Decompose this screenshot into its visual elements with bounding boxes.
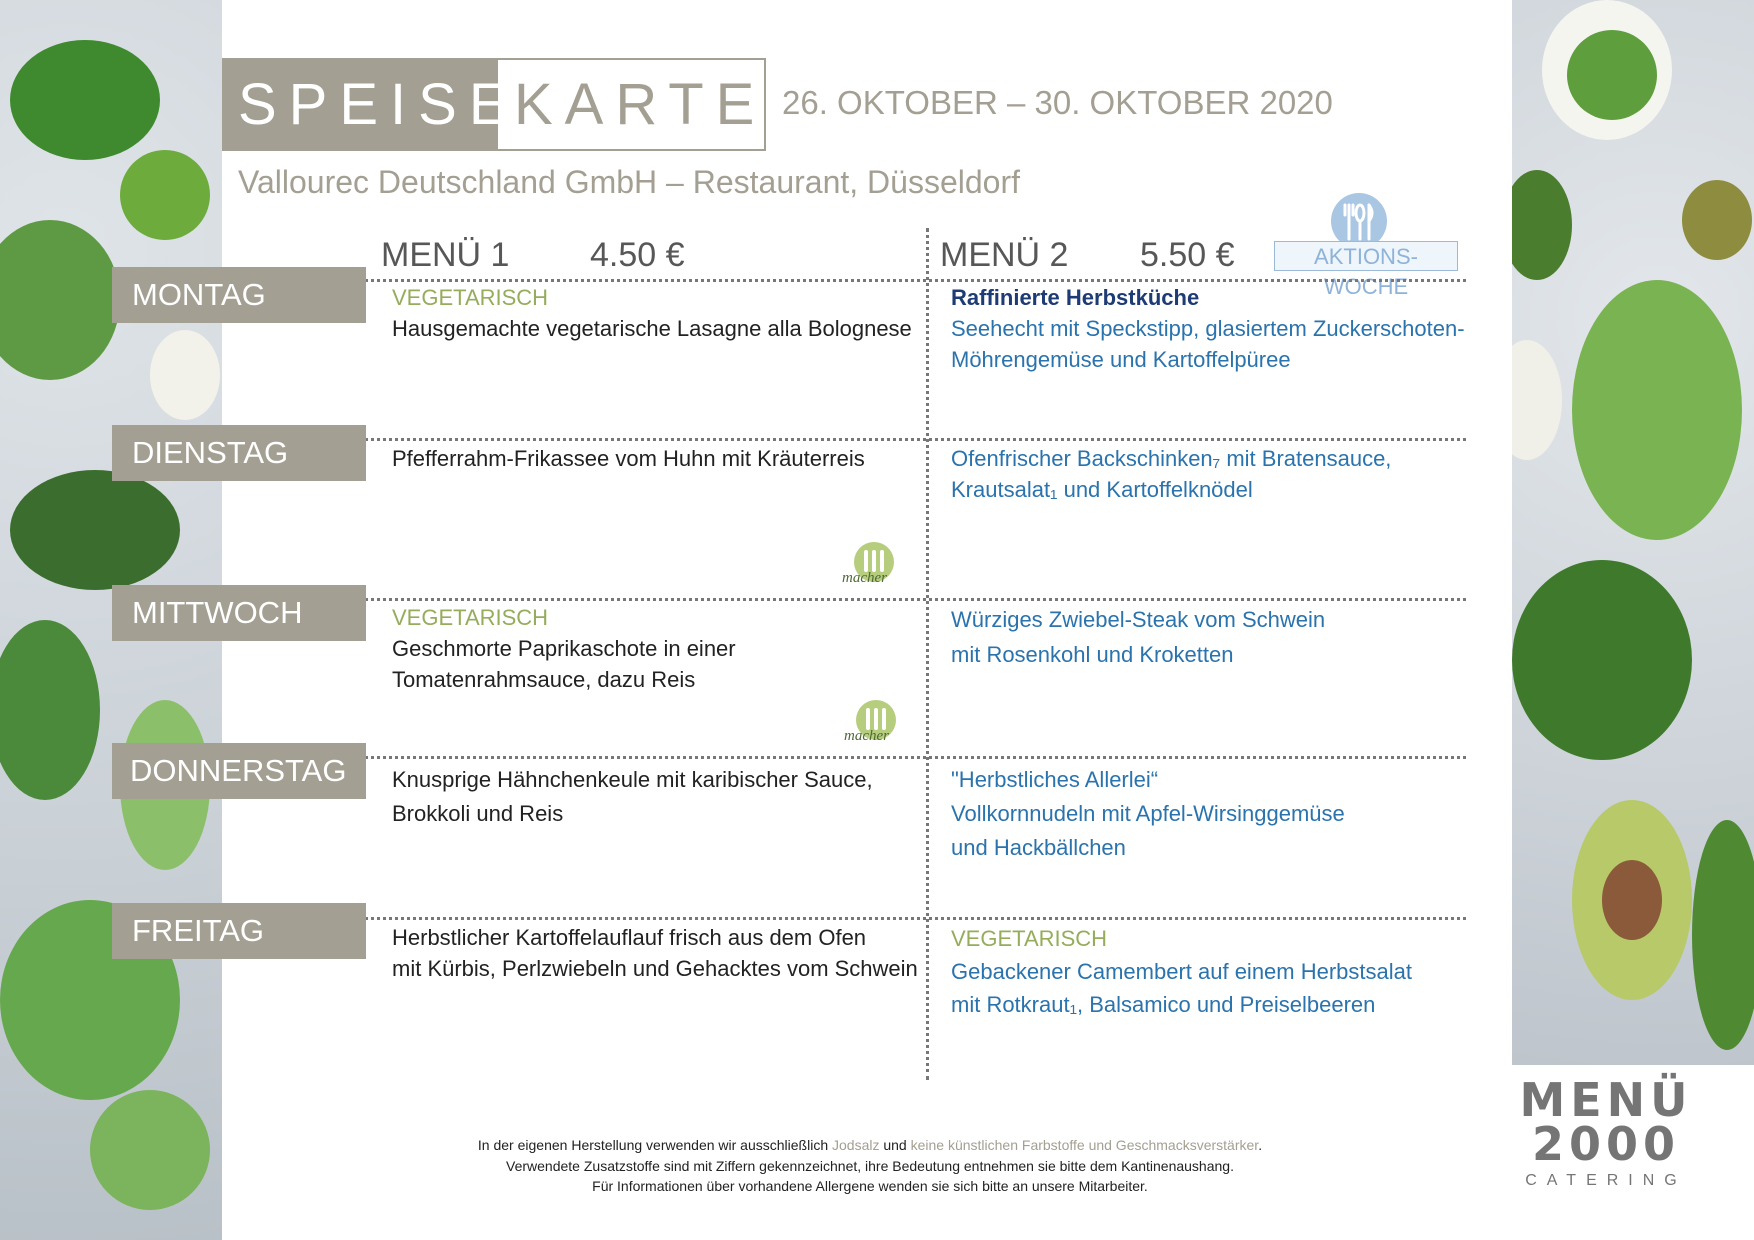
footer-text: In der eigenen Herstellung verwenden wir ausschließlich [477, 1137, 832, 1153]
row-divider [336, 438, 1466, 441]
menu1-price: 4.50 € [590, 236, 685, 274]
vegetable-photo-right [1512, 0, 1754, 1065]
dienstag-menu1 [392, 443, 865, 474]
title-box [222, 58, 766, 151]
day-label-freitag: FREITAG [112, 903, 366, 959]
menu2-header: MENÜ 2 [940, 236, 1069, 274]
vegetarian-tag: VEGETARISCH [392, 285, 549, 310]
mittwoch-menu1 [392, 602, 736, 695]
aktions-woche-badge: AKTIONS-WOCHE [1274, 241, 1458, 271]
dish-line: Krautsalat₁ und Kartoffelknödel [951, 477, 1253, 502]
freitag-menu1 [392, 922, 918, 984]
dish-line: Möhrengemüse und Kartoffelpüree [951, 347, 1291, 372]
dish-line: Gebackener Camembert auf einem Herbstsalat [951, 959, 1412, 984]
montag-menu2 [951, 282, 1465, 375]
day-label-mittwoch: MITTWOCH [112, 585, 366, 641]
day-label-donnerstag: DONNERSTAG [112, 743, 366, 799]
dish-line: "Herbstliches Allerlei“ [951, 767, 1159, 792]
subtitle: Vallourec Deutschland GmbH – Restaurant, Düsseldorf [238, 164, 1020, 200]
dienstag-menu2 [951, 443, 1391, 505]
brand-line3: CATERING [1525, 1172, 1687, 1189]
brand-line1: MENÜ [1519, 1073, 1693, 1127]
brand-line2: 2000 [1531, 1117, 1681, 1171]
special-highlight: Raffinierte Herbstküche [951, 285, 1200, 310]
dish-line: Geschmorte Paprikaschote in einer [392, 636, 736, 661]
dish-line: mit Kürbis, Perlzwiebeln und Gehacktes vom Schwein [392, 956, 918, 981]
dish-line: Pfefferrahm-Frikassee vom Huhn mit Kräuterreis [392, 446, 865, 471]
dish-line: Tomatenrahmsauce, dazu Reis [392, 667, 696, 692]
fitmacher-logo [838, 540, 904, 592]
vegetarian-tag: VEGETARISCH [951, 926, 1108, 951]
fitmacher-logo [840, 698, 906, 750]
menu2-price: 5.50 € [1140, 236, 1235, 274]
dish-line: Hausgemachte vegetarische Lasagne alla Bolognese [392, 316, 912, 341]
day-label-montag: MONTAG [112, 267, 366, 323]
title-karte: KARTE [514, 72, 767, 137]
footer-text: und [879, 1137, 911, 1153]
donnerstag-menu1 [392, 763, 873, 831]
row-divider [336, 917, 1466, 920]
footer-line2: Verwendete Zusatzstoffe sind mit Ziffern gekennzeichnet, ihre Bedeutung entnehmen sie bitte dem Kantinenaushang. [506, 1158, 1234, 1174]
dish-line: mit Rotkraut₁, Balsamico und Preiselbeeren [951, 992, 1376, 1017]
montag-menu1 [392, 282, 912, 344]
dish-line: Knusprige Hähnchenkeule mit karibischer Sauce, [392, 767, 873, 792]
footer-line3: Für Informationen über vorhandene Allergene wenden sie sich bitte an unsere Mitarbeiter. [592, 1178, 1148, 1194]
title-speise: SPEISE [224, 60, 498, 149]
row-divider [336, 756, 1466, 759]
dish-line: Ofenfrischer Backschinken₇ mit Bratensauce, [951, 446, 1392, 471]
row-divider [336, 598, 1466, 601]
date-range: 26. OKTOBER – 30. OKTOBER 2020 [782, 84, 1333, 121]
dish-line: Herbstlicher Kartoffelauflauf frisch aus dem Ofen [392, 925, 867, 950]
dish-line: Würziges Zwiebel-Steak vom Schwein [951, 607, 1326, 632]
footer-no-additives: keine künstlichen Farbstoffe und Geschmacksverstärker [910, 1137, 1259, 1153]
mittwoch-menu2 [951, 602, 1325, 672]
footer-text: . [1258, 1137, 1263, 1153]
dish-line: mit Rosenkohl und Kroketten [951, 642, 1234, 667]
dish-line: Seehecht mit Speckstipp, glasiertem Zuckerschoten- [951, 316, 1465, 341]
menu1-header: MENÜ 1 [381, 236, 510, 274]
menu2000-logo [1516, 1073, 1696, 1190]
dish-line: Vollkornnudeln mit Apfel-Wirsinggemüse [951, 801, 1345, 826]
footer-line1 [300, 1137, 1440, 1153]
footer-jodsalz: Jodsalz [832, 1137, 880, 1153]
fitmacher-text: macher [844, 728, 889, 744]
column-divider [926, 228, 929, 1080]
day-label-dienstag: DIENSTAG [112, 425, 366, 481]
freitag-menu2 [951, 922, 1412, 1021]
dish-line: und Hackbällchen [951, 835, 1126, 860]
donnerstag-menu2 [951, 763, 1345, 865]
dish-line: Brokkoli und Reis [392, 801, 564, 826]
fitmacher-text: macher [842, 570, 887, 586]
vegetarian-tag: VEGETARISCH [392, 605, 549, 630]
